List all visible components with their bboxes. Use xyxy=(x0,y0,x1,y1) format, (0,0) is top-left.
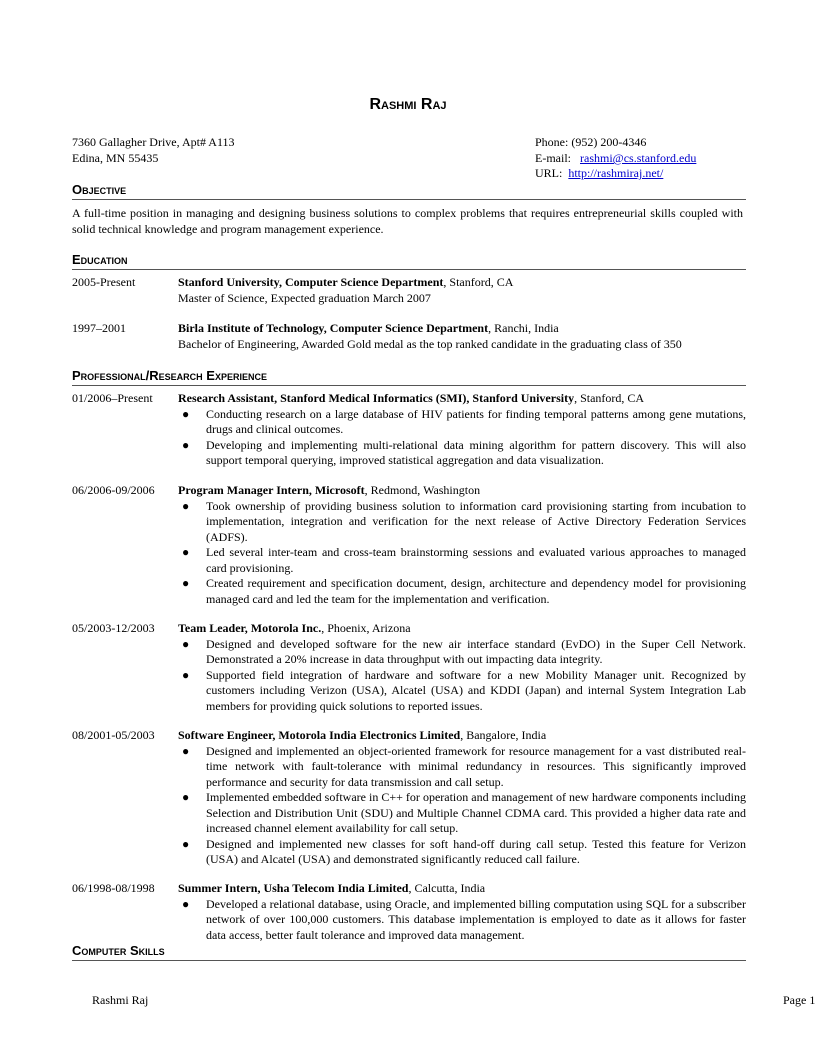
address-line-1: 7360 Gallagher Drive, Apt# A113 xyxy=(72,135,235,149)
entry-title: Birla Institute of Technology, Computer Science Department xyxy=(178,321,489,335)
bullet-item: ● Developing and implementing multi-relational data mining algorithm for pattern discovery. This will also support temporal querying, improved statistical aggregation and data visualization. xyxy=(182,437,746,467)
email-label: E-mail: xyxy=(535,151,571,165)
entry-title: Summer Intern, Usha Telecom India Limited xyxy=(178,881,409,895)
entry-location: , Phoenix, Arizona xyxy=(321,621,411,635)
email-link[interactable]: rashmi@cs.stanford.edu xyxy=(580,151,697,165)
phone-line xyxy=(535,135,646,150)
experience-entry xyxy=(72,483,746,607)
entry-location: , Stanford, CA xyxy=(574,391,645,405)
bullet-item: ● Took ownership of providing business solution to information card provisioning starting from incubation to implementation, integration and verification for the next release of Active Directory Federation Services (ADFS). xyxy=(182,498,746,544)
email-line xyxy=(535,151,696,166)
entry-location: , Bangalore, India xyxy=(460,728,547,742)
bullet-item: ● Supported field integration of hardware and software for a new Mobility Manager unit. Recognized by customers including Verizon (USA), Alcatel (USA) and KDDI (Japan) and internal System Integration Lab members for providing quick solutions to reported issues. xyxy=(182,667,746,713)
entry-title: Research Assistant, Stanford Medical Informatics (SMI), Stanford University xyxy=(178,391,575,405)
entry-detail: Master of Science, Expected graduation March 2007 xyxy=(178,290,431,305)
footer-page-number: Page 1 xyxy=(783,993,816,1007)
experience-entry xyxy=(72,728,746,868)
experience-heading: Professional/Research Experience xyxy=(72,368,746,386)
entry-title: Stanford University, Computer Science Department xyxy=(178,275,444,289)
entry-date: 01/2006–Present xyxy=(72,391,153,405)
entry-title: Software Engineer, Motorola India Electronics Limited xyxy=(178,728,461,742)
experience-entry xyxy=(72,621,746,714)
bullet-item: ● Led several inter-team and cross-team brainstorming sessions and evaluated various approaches to managed card provisioning. xyxy=(182,545,746,575)
bullet-item: ● Designed and developed software for the new air interface standard (EvDO) in the Super Cell Network. Demonstrated a 20% increase in data throughput with out impacting data integrity. xyxy=(182,636,746,666)
experience-entry xyxy=(72,391,746,469)
url-label: URL: xyxy=(535,166,563,180)
entry-date: 05/2003-12/2003 xyxy=(72,621,155,635)
url-link[interactable]: http://rashmiraj.net/ xyxy=(568,166,664,180)
objective-text: A full-time position in managing and designing business solutions to complex problems that requires entrepreneurial skills coupled with solid technical knowledge and program management experience. xyxy=(72,206,743,236)
footer-name: Rashmi Raj xyxy=(92,993,149,1007)
phone-number: (952) 200-4346 xyxy=(571,135,647,149)
skills-heading: Computer Skills xyxy=(72,943,746,961)
bullet-item: ● Designed and implemented new classes for soft hand-off during call setup. Tested this feature for Verizon (USA) and Alcatel (USA) and demonstrated significantly reduced call failure. xyxy=(182,836,746,866)
entry-location: , Ranchi, India xyxy=(488,321,559,335)
entry-title: Team Leader, Motorola Inc. xyxy=(178,621,322,635)
url-line xyxy=(535,166,663,181)
bullet-item: ● Implemented embedded software in C++ for operation and management of new hardware components including Selection and Distribution Unit (SDU) and Multiple Channel CDMA card. This provided a higher data rate and increased channel element availability for call setup. xyxy=(182,790,746,835)
entry-location: , Stanford, CA xyxy=(443,275,514,289)
bullet-item: ● Conducting research on a large database of HIV patients for finding temporal patterns among gene mutations, drugs and clinical outcomes. xyxy=(182,406,746,436)
education-heading: Education xyxy=(72,252,746,270)
entry-detail: Bachelor of Engineering, Awarded Gold medal as the top ranked candidate in the graduating class of 350 xyxy=(178,336,682,351)
entry-location: , Calcutta, India xyxy=(408,881,486,895)
objective-heading: Objective xyxy=(72,182,746,200)
entry-date: 1997–2001 xyxy=(72,321,126,335)
entry-location: , Redmond, Washington xyxy=(364,483,481,497)
entry-date: 06/1998-08/1998 xyxy=(72,881,155,895)
bullet-item: ● Developed a relational database, using Oracle, and implemented billing computation using SQL for a subscriber network of over 100,000 customers. This database implementation is employed to date as it allows for faster data access, better fault tolerance and improved data management. xyxy=(182,896,746,942)
entry-title: Program Manager Intern, Microsoft xyxy=(178,483,365,497)
entry-date: 08/2001-05/2003 xyxy=(72,728,155,742)
bullet-item: ● Designed and implemented an object-oriented framework for resource management for a vast distributed real-time network with fault-tolerance with minimal redundancy in resources. This significantly improved performance and security for data transmission and call setup. xyxy=(182,743,746,789)
resume-name: Rashmi Raj xyxy=(369,96,447,113)
entry-date: 2005-Present xyxy=(72,275,136,289)
education-entry xyxy=(72,321,746,352)
entry-date: 06/2006-09/2006 xyxy=(72,483,155,497)
address-line-2: Edina, MN 55435 xyxy=(72,151,159,165)
education-entry xyxy=(72,275,746,306)
phone-label: Phone: xyxy=(535,135,569,149)
experience-entry xyxy=(72,881,746,943)
bullet-item: ● Created requirement and specification document, design, architecture and dependency model for provisioning managed card and led the team for the implementation and verification. xyxy=(182,576,746,606)
